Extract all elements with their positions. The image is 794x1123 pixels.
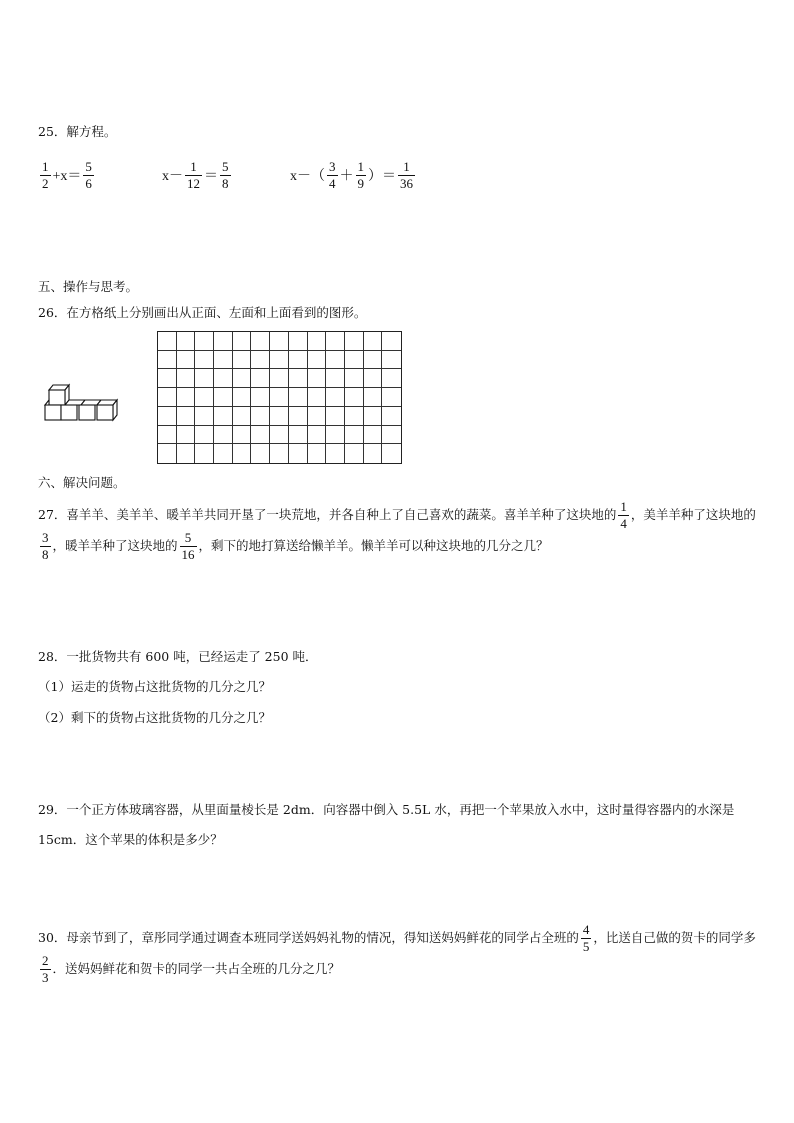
grid-cell[interactable]	[364, 351, 383, 370]
grid-cell[interactable]	[289, 444, 308, 463]
grid-cell[interactable]	[177, 351, 196, 370]
grid-cell[interactable]	[195, 332, 214, 351]
fraction: $\frac{5}{6}$	[85, 159, 92, 191]
grid-cell[interactable]	[364, 426, 383, 445]
grid-cell[interactable]	[177, 444, 196, 463]
grid-cell[interactable]	[345, 369, 364, 388]
grid-cell[interactable]	[289, 426, 308, 445]
section-heading-5: 五、操作与思考。	[38, 279, 139, 294]
grid-cell[interactable]	[251, 407, 270, 426]
grid-cell[interactable]	[214, 332, 233, 351]
grid-cell[interactable]	[233, 369, 252, 388]
grid-cell[interactable]	[345, 388, 364, 407]
grid-cell[interactable]	[214, 388, 233, 407]
grid-cell[interactable]	[214, 444, 233, 463]
q28-sub1: （1）运走的货物占这批货物的几分之几？	[38, 679, 271, 694]
q25-title: 25．解方程。	[38, 124, 117, 139]
q27-part: ，美羊羊种了这块地的	[630, 507, 756, 522]
grid-cell[interactable]	[382, 369, 401, 388]
grid-cell[interactable]	[364, 444, 383, 463]
grid-cell[interactable]	[158, 407, 177, 426]
q27-text	[38, 500, 758, 561]
grid-cell[interactable]	[326, 388, 345, 407]
q28-sub2: （2）剩下的货物占这批货物的几分之几？	[38, 710, 271, 725]
grid-cell[interactable]	[177, 426, 196, 445]
grid-cell[interactable]	[364, 369, 383, 388]
q30-part: 30．母亲节到了，章彤同学通过调查本班同学送妈妈礼物的情况，得知送妈妈鲜花的同学占全班的	[38, 930, 579, 945]
q27-part: ，暖羊羊种了这块地的	[52, 537, 178, 553]
fraction: $\frac{1}{4}$	[620, 499, 627, 531]
grid-cell[interactable]	[289, 388, 308, 407]
grid-cell[interactable]	[251, 426, 270, 445]
fraction: $\frac{3}{4}$	[329, 159, 336, 191]
grid-cell[interactable]	[270, 426, 289, 445]
q28-title: 28．一批货物共有 600 吨，已经运走了 250 吨．	[38, 649, 318, 664]
grid-cell[interactable]	[364, 388, 383, 407]
grid-cell[interactable]	[233, 426, 252, 445]
equation-text: +x＝	[52, 169, 82, 185]
grid-cell[interactable]	[270, 407, 289, 426]
fraction: $\frac{5}{16}$	[181, 530, 195, 562]
equation-2	[162, 160, 233, 190]
q26-text: 26．在方格纸上分别画出从正面、左面和上面看到的图形。	[38, 305, 367, 320]
fraction: $\frac{1}{2}$	[42, 159, 49, 191]
grid-cell[interactable]	[251, 351, 270, 370]
cube-stack-figure	[40, 380, 120, 424]
q30-part: ．送妈妈鲜花和贺卡的同学一共占全班的几分之几？	[52, 960, 341, 976]
q29-text: 29．一个正方体玻璃容器，从里面量棱长是 2dm．向容器中倒入 5.5L 水，再把一个苹果放入水中，这时量得容器内的水深是 15cm．这个苹果的体积是多少？	[38, 802, 735, 847]
grid-cell[interactable]	[177, 388, 196, 407]
grid-cell[interactable]	[233, 407, 252, 426]
grid-cell[interactable]	[270, 351, 289, 370]
fraction: $\frac{1}{9}$	[357, 159, 364, 191]
grid-cell[interactable]	[308, 351, 327, 370]
grid-cell[interactable]	[251, 332, 270, 351]
grid-cell[interactable]	[214, 351, 233, 370]
fraction: $\frac{1}{12}$	[187, 159, 200, 191]
grid-cell[interactable]	[270, 444, 289, 463]
grid-cell[interactable]	[158, 369, 177, 388]
fraction: $\frac{1}{36}$	[400, 159, 413, 191]
equation-text: x－（	[290, 169, 325, 185]
grid-cell[interactable]	[158, 332, 177, 351]
equation-text: ）＝	[368, 169, 396, 185]
section-heading-6: 六、解决问题。	[38, 475, 126, 490]
grid-cell[interactable]	[308, 444, 327, 463]
equation-text: ＝	[204, 169, 218, 185]
grid-cell[interactable]	[233, 444, 252, 463]
grid-cell[interactable]	[195, 426, 214, 445]
grid-cell[interactable]	[289, 407, 308, 426]
grid-cell[interactable]	[251, 369, 270, 388]
grid-cell[interactable]	[177, 407, 196, 426]
fraction: $\frac{3}{8}$	[42, 530, 49, 562]
grid-cell[interactable]	[195, 351, 214, 370]
grid-cell[interactable]	[214, 426, 233, 445]
grid-cell[interactable]	[158, 388, 177, 407]
grid-cell[interactable]	[326, 444, 345, 463]
grid-cell[interactable]	[345, 444, 364, 463]
grid-cell[interactable]	[270, 388, 289, 407]
q30-part: ，比送自己做的贺卡的同学多	[593, 930, 756, 945]
grid-cell[interactable]	[345, 332, 364, 351]
grid-cell[interactable]	[345, 351, 364, 370]
grid-cell[interactable]	[345, 407, 364, 426]
grid-cell[interactable]	[382, 351, 401, 370]
grid-cell[interactable]	[289, 369, 308, 388]
grid-cell[interactable]	[345, 426, 364, 445]
grid-paper[interactable]	[157, 331, 402, 464]
grid-cell[interactable]	[326, 351, 345, 370]
grid-cell[interactable]	[289, 351, 308, 370]
grid-cell[interactable]	[270, 369, 289, 388]
grid-cell[interactable]	[195, 388, 214, 407]
equation-text: x－	[162, 169, 183, 185]
grid-cell[interactable]	[251, 444, 270, 463]
grid-cell[interactable]	[177, 369, 196, 388]
grid-cell[interactable]	[364, 332, 383, 351]
grid-cell[interactable]	[158, 444, 177, 463]
grid-cell[interactable]	[382, 407, 401, 426]
grid-cell[interactable]	[233, 332, 252, 351]
grid-cell[interactable]	[158, 351, 177, 370]
q27-part: 27．喜羊羊、美羊羊、暖羊羊共同开垦了一块荒地，并各自种上了自己喜欢的蔬菜。喜羊羊种了这块地的	[38, 507, 617, 522]
grid-cell[interactable]	[382, 332, 401, 351]
grid-cell[interactable]	[233, 388, 252, 407]
grid-cell[interactable]	[364, 407, 383, 426]
equation-3	[290, 160, 417, 190]
grid-cell[interactable]	[326, 407, 345, 426]
fraction: $\frac{5}{8}$	[222, 159, 229, 191]
grid-cell[interactable]	[326, 426, 345, 445]
grid-cell[interactable]	[233, 351, 252, 370]
grid-cell[interactable]	[382, 388, 401, 407]
grid-cell[interactable]	[382, 426, 401, 445]
grid-cell[interactable]	[195, 369, 214, 388]
grid-cell[interactable]	[326, 369, 345, 388]
grid-cell[interactable]	[308, 388, 327, 407]
grid-cell[interactable]	[270, 332, 289, 351]
grid-cell[interactable]	[308, 332, 327, 351]
grid-cell[interactable]	[289, 332, 308, 351]
grid-cell[interactable]	[382, 444, 401, 463]
grid-cell[interactable]	[195, 407, 214, 426]
grid-cell[interactable]	[177, 332, 196, 351]
grid-cell[interactable]	[158, 426, 177, 445]
q27-part: ，剩下的地打算送给懒羊羊。懒羊羊可以种这块地的几分之几？	[198, 537, 549, 553]
equation-text: ＋	[339, 169, 354, 185]
fraction: $\frac{2}{3}$	[42, 953, 49, 985]
grid-cell[interactable]	[308, 426, 327, 445]
grid-cell[interactable]	[195, 444, 214, 463]
grid-cell[interactable]	[251, 388, 270, 407]
grid-cell[interactable]	[308, 407, 327, 426]
equation-1	[38, 160, 96, 190]
q30-text	[38, 923, 758, 984]
fraction: $\frac{4}{5}$	[582, 922, 590, 954]
grid-cell[interactable]	[326, 332, 345, 351]
grid-cell[interactable]	[308, 369, 327, 388]
grid-cell[interactable]	[214, 407, 233, 426]
grid-cell[interactable]	[214, 369, 233, 388]
